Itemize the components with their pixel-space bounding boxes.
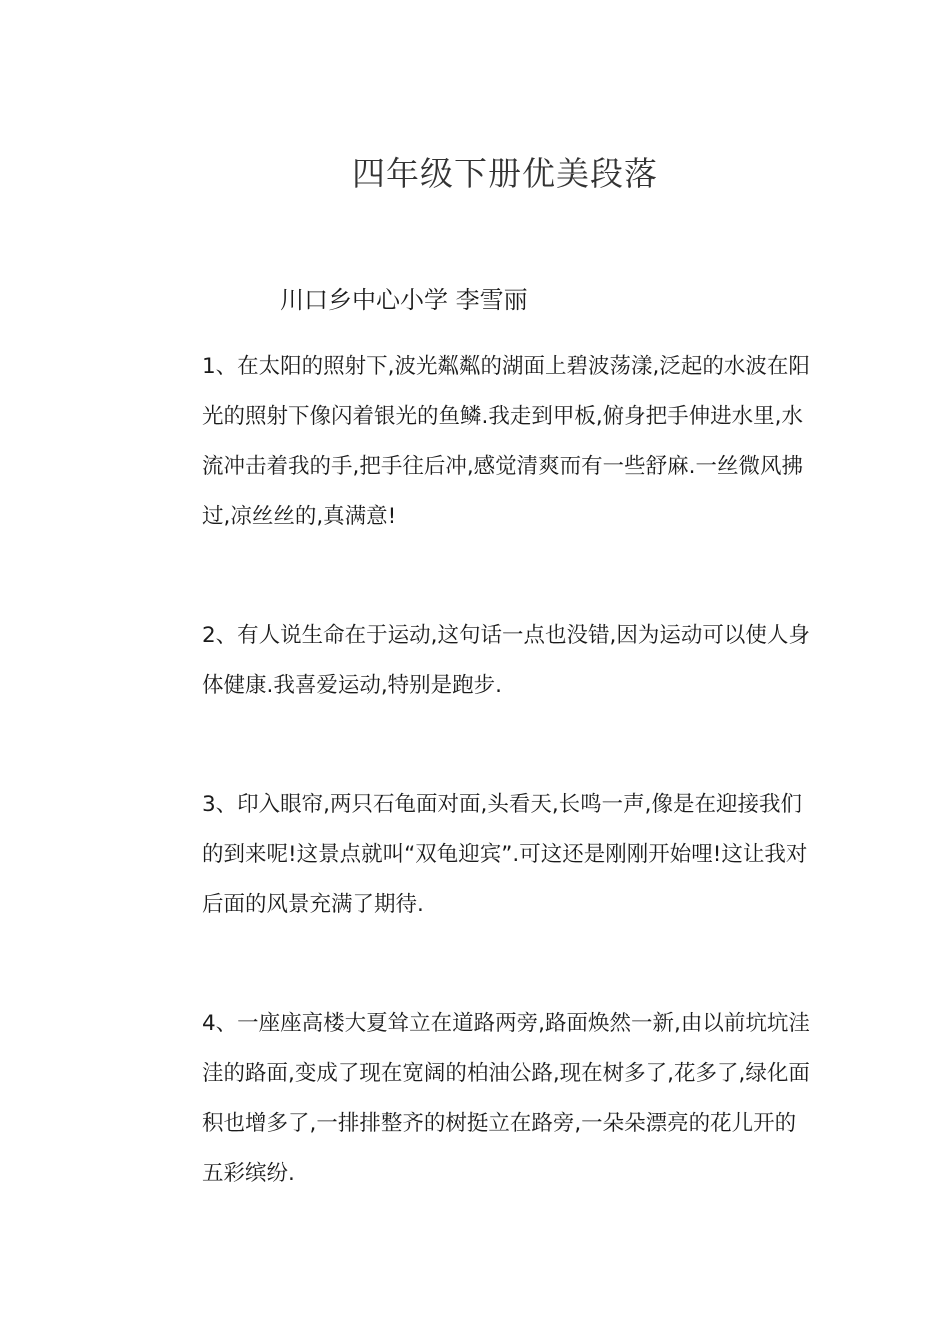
paragraph-1: 1、在太阳的照射下,波光粼粼的湖面上碧波荡漾,泛起的水波在阳光的照射下像闪着银光的鱼鳞.我走到甲板,俯身把手伸进水里,水流冲击着我的手,把手往后冲,感觉清爽而有一些舒麻.一丝微风拂过,凉丝丝的,真满意! xyxy=(202,354,810,529)
paragraph-3: 3、印入眼帘,两只石龟面对面,头看天,长鸣一声,像是在迎接我们的到来呢!这景点就叫“双龟迎宾”.可这还是刚刚开始哩!这让我对后面的风景充满了期待. xyxy=(202,792,808,917)
author-line: 川口乡中心小学 李雪丽 xyxy=(280,286,528,314)
document-title: 四年级下册优美段落 xyxy=(352,154,658,193)
paragraph-2: 2、有人说生命在于运动,这句话一点也没错,因为运动可以使人身体健康.我喜爱运动,特别是跑步. xyxy=(202,623,810,698)
paragraph-4: 4、一座座高楼大夏耸立在道路两旁,路面焕然一新,由以前坑坑洼洼的路面,变成了现在宽阔的柏油公路,现在树多了,花多了,绿化面积也增多了,一排排整齐的树挺立在路旁,一朵朵漂亮的花儿开的五彩缤纷. xyxy=(202,1011,810,1186)
